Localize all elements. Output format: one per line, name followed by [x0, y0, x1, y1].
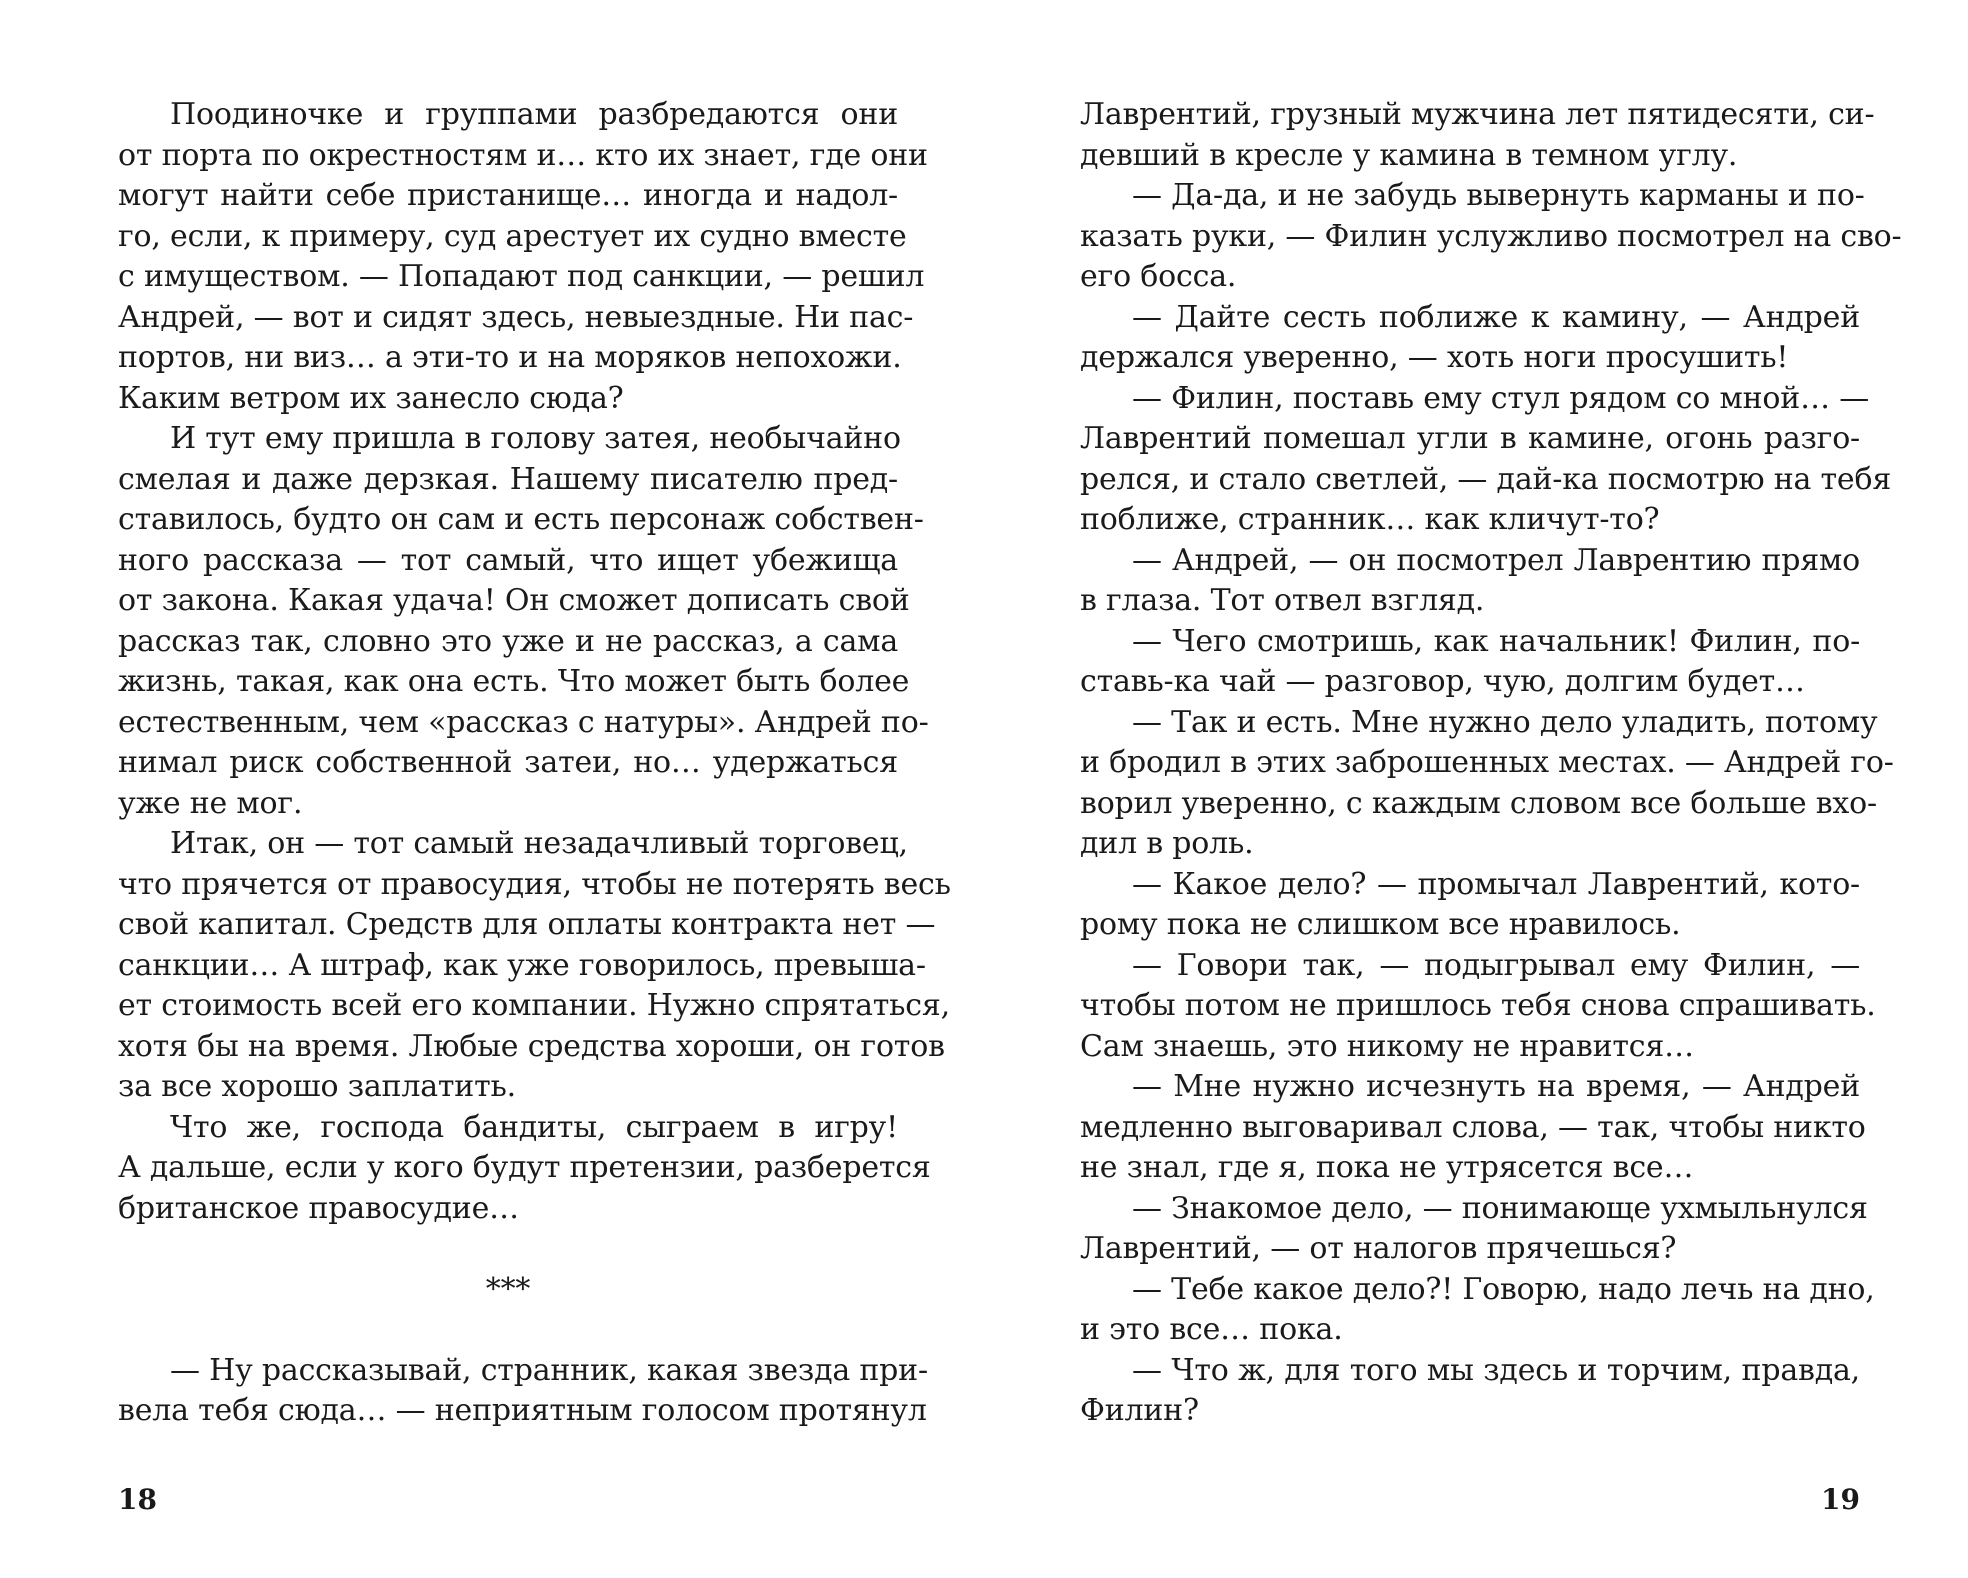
- text-line: казать руки, — Филин услужливо посмотрел на сво-: [1080, 218, 1902, 254]
- text-line: — Мне нужно исчезнуть на время, — Андрей: [1132, 1069, 1860, 1104]
- text-line: хотя бы на время. Любые средства хороши, он готов: [118, 1028, 945, 1064]
- text-line: девший в кресле у камина в темном углу.: [1080, 137, 1738, 173]
- text-line: релся, и стало светлей, — дай-ка посмотрю на тебя: [1080, 461, 1892, 497]
- text-line: — Ну рассказывай, странник, какая звезда при-: [170, 1352, 928, 1388]
- text-line: Что же, господа бандиты, сыграем в игру!: [170, 1109, 898, 1145]
- text-line: дил в роль.: [1080, 826, 1254, 861]
- text-line: Итак, он — тот самый незадачливый торговец,: [170, 826, 908, 861]
- text-line: — Что ж, для того мы здесь и торчим, правда,: [1132, 1352, 1860, 1388]
- text-line: ставь-ка чай — разговор, чую, долгим будет…: [1080, 664, 1805, 699]
- text-line: ставилось, будто он сам и есть персонаж собствен-: [118, 502, 924, 537]
- text-line: нимал риск собственной затеи, но… удержаться: [118, 745, 898, 780]
- text-line: Андрей, — вот и сидят здесь, невыездные. Ни пас-: [118, 299, 914, 335]
- text-line: медленно выговаривал слова, — так, чтобы никто: [1080, 1109, 1866, 1145]
- right-page-number: 19: [1821, 1483, 1860, 1516]
- text-line: его босса.: [1080, 259, 1237, 294]
- text-line: что прячется от правосудия, чтобы не потерять весь: [118, 866, 951, 902]
- text-line: чтобы потом не пришлось тебя снова спрашивать.: [1080, 988, 1876, 1023]
- text-line: рому пока не слишком все нравилось.: [1080, 907, 1681, 942]
- left-page-text: [118, 95, 951, 1432]
- text-line: санкции… А штраф, как уже говорилось, превыша-: [118, 947, 926, 983]
- text-line: и это все… пока.: [1080, 1312, 1343, 1347]
- text-line: Каким ветром их занесло сюда?: [118, 380, 624, 416]
- text-line: ворил уверенно, с каждым словом все больше вхо-: [1080, 785, 1877, 821]
- text-line: — Тебе какое дело?! Говорю, надо лечь на дно,: [1132, 1271, 1875, 1307]
- text-line: свой капитал. Средств для оплаты контракта нет —: [118, 907, 936, 942]
- text-line: — Какое дело? — промычал Лаврентий, кото-: [1132, 866, 1860, 902]
- text-line: — Дайте сесть поближе к камину, — Андрей: [1132, 299, 1860, 335]
- right-page-text: [1080, 95, 1902, 1432]
- text-line: Сам знаешь, это никому не нравится…: [1080, 1028, 1694, 1064]
- text-line: И тут ему пришла в голову затея, необычайно: [170, 421, 901, 456]
- text-line: — Говори так, — подыгрывал ему Филин, —: [1132, 947, 1860, 983]
- text-line: — Так и есть. Мне нужно дело уладить, потому: [1132, 704, 1878, 740]
- text-line: портов, ни виз… а эти-то и на моряков непохожи.: [118, 340, 902, 375]
- text-line: жизнь, такая, как она есть. Что может быть более: [118, 664, 910, 699]
- text-line: Лаврентий, грузный мужчина лет пятидесяти, си-: [1080, 97, 1875, 132]
- text-line: — Андрей, — он посмотрел Лаврентию прямо: [1132, 542, 1860, 578]
- text-line: от порта по окрестностям и… кто их знает, где они: [118, 137, 928, 173]
- text-line: го, если, к примеру, суд арестует их судно вместе: [118, 218, 907, 254]
- text-line: — Да-да, и не забудь вывернуть карманы и по-: [1132, 178, 1865, 213]
- text-line: ного рассказа — тот самый, что ищет убежища: [118, 542, 898, 578]
- text-line: ет стоимость всей его компании. Нужно спрятаться,: [118, 988, 950, 1023]
- text-line: за все хорошо заплатить.: [118, 1069, 516, 1104]
- text-line: вела тебя сюда… — неприятным голосом протянул: [118, 1393, 927, 1428]
- text-line: Лаврентий помешал угли в камине, огонь разго-: [1080, 421, 1860, 456]
- text-line: Поодиночке и группами разбредаются они: [170, 97, 898, 132]
- text-line: рассказ так, словно это уже и не рассказ, а сама: [118, 623, 898, 659]
- text-line: Лаврентий, — от налогов прячешься?: [1080, 1231, 1677, 1266]
- text-line: не знал, где я, пока не утрясется все…: [1080, 1150, 1694, 1185]
- left-page-number: 18: [118, 1483, 157, 1516]
- text-line: уже не мог.: [118, 785, 303, 821]
- text-line: А дальше, если у кого будут претензии, разберется: [118, 1150, 931, 1185]
- text-line: естественным, чем «рассказ с натуры». Андрей по-: [118, 704, 929, 740]
- text-line: Филин?: [1080, 1393, 1199, 1428]
- spacer: [118, 1310, 898, 1351]
- section-break: ***: [485, 1271, 531, 1307]
- text-line: британское правосудие…: [118, 1190, 519, 1226]
- text-line: держался уверенно, — хоть ноги просушить!: [1080, 340, 1789, 375]
- text-line: от закона. Какая удача! Он сможет дописать свой: [118, 583, 910, 618]
- text-line: — Чего смотришь, как начальник! Филин, по-: [1132, 623, 1860, 659]
- text-line: и бродил в этих заброшенных местах. — Андрей го-: [1080, 745, 1894, 780]
- text-line: поближе, странник… как кличут-то?: [1080, 502, 1660, 537]
- text-line: смелая и даже дерзкая. Нашему писателю пред-: [118, 461, 898, 497]
- text-line: с имуществом. — Попадают под санкции, — решил: [118, 259, 925, 294]
- spacer: [118, 1229, 898, 1270]
- text-line: — Знакомое дело, — понимающе ухмыльнулся: [1132, 1190, 1868, 1226]
- text-line: могут найти себе пристанище… иногда и надол-: [118, 178, 898, 213]
- text-line: в глаза. Тот отвел взгляд.: [1080, 583, 1485, 618]
- text-line: — Филин, поставь ему стул рядом со мной… —: [1132, 380, 1870, 416]
